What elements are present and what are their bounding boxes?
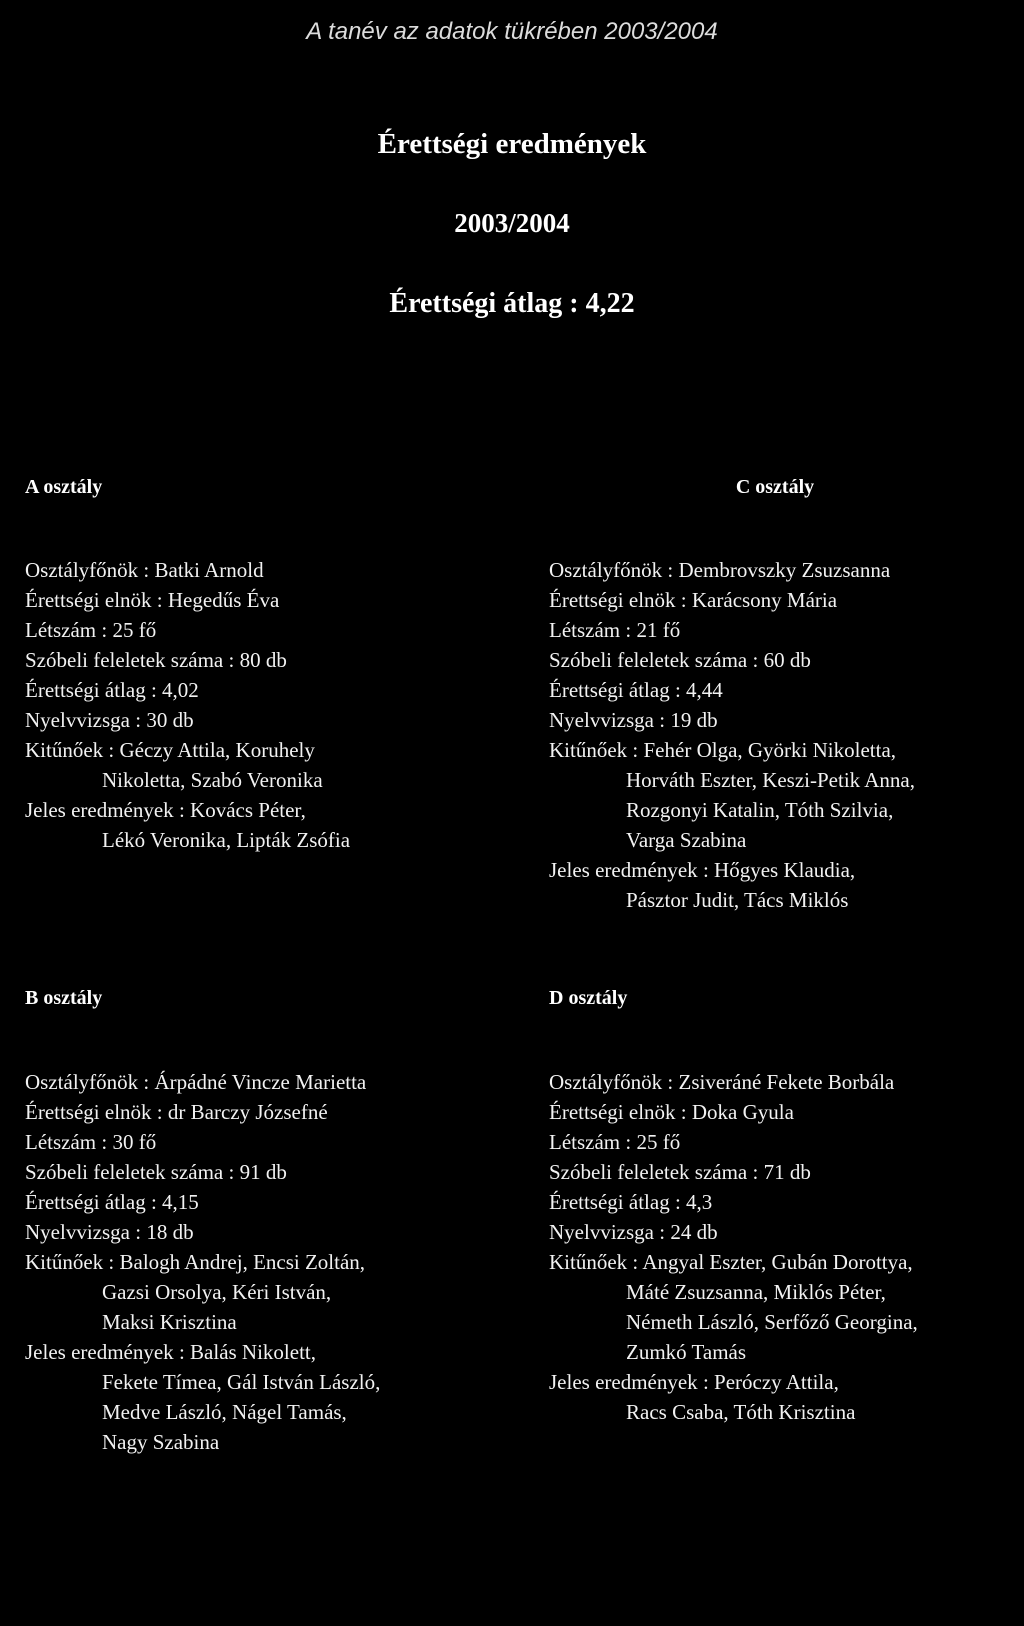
excellent-row: Kitűnőek : Fehér Olga, Györki Nikoletta, bbox=[549, 735, 1019, 765]
school-year: 2003/2004 bbox=[454, 208, 570, 238]
class-c-heading: C osztály bbox=[735, 476, 815, 498]
overall-average: Érettségi átlag : 4,22 bbox=[389, 288, 635, 319]
average-row: Érettségi átlag : 4,02 bbox=[25, 675, 495, 705]
language-exam-row: Nyelvvizsga : 18 db bbox=[25, 1217, 495, 1247]
distinguished-continuation: Fekete Tímea, Gál István László, bbox=[102, 1370, 381, 1394]
distinguished-row: Jeles eredmények : Hőgyes Klaudia, bbox=[549, 855, 1019, 885]
class-d-heading: D osztály bbox=[549, 987, 628, 1009]
distinguished-continuation: Racs Csaba, Tóth Krisztina bbox=[626, 1400, 856, 1424]
excellent-continuation: Gazsi Orsolya, Kéri István, bbox=[102, 1280, 332, 1304]
headcount-row: Létszám : 25 fő bbox=[25, 615, 495, 645]
class-b-details bbox=[25, 1067, 495, 1457]
page-title: Érettségi eredmények bbox=[377, 128, 647, 160]
excellent-continuation: Horváth Eszter, Keszi-Petik Anna, bbox=[626, 768, 915, 792]
excellent-row: Kitűnőek : Angyal Eszter, Gubán Dorottya, bbox=[549, 1247, 1019, 1277]
oral-answers-row: Szóbeli feleletek száma : 80 db bbox=[25, 645, 495, 675]
distinguished-row: Jeles eredmények : Kovács Péter, bbox=[25, 795, 495, 825]
head-teacher-row: Osztályfőnök : Dembrovszky Zsuzsanna bbox=[549, 555, 1019, 585]
excellent-row: Kitűnőek : Géczy Attila, Koruhely bbox=[25, 735, 495, 765]
distinguished-row: Jeles eredmények : Peróczy Attila, bbox=[549, 1367, 1019, 1397]
class-a-details bbox=[25, 555, 495, 855]
excellent-continuation: Nikoletta, Szabó Veronika bbox=[102, 768, 323, 792]
distinguished-row: Jeles eredmények : Balás Nikolett, bbox=[25, 1337, 495, 1367]
excellent-continuation: Rozgonyi Katalin, Tóth Szilvia, bbox=[626, 798, 894, 822]
headcount-row: Létszám : 30 fő bbox=[25, 1127, 495, 1157]
head-teacher-row: Osztályfőnök : Batki Arnold bbox=[25, 555, 495, 585]
chair-row: Érettségi elnök : dr Barczy Józsefné bbox=[25, 1097, 495, 1127]
distinguished-continuation: Pásztor Judit, Tács Miklós bbox=[626, 888, 849, 912]
distinguished-continuation: Medve László, Nágel Tamás, bbox=[102, 1400, 347, 1424]
language-exam-row: Nyelvvizsga : 30 db bbox=[25, 705, 495, 735]
excellent-row: Kitűnőek : Balogh Andrej, Encsi Zoltán, bbox=[25, 1247, 495, 1277]
head-teacher-row: Osztályfőnök : Árpádné Vincze Marietta bbox=[25, 1067, 495, 1097]
class-d-section bbox=[549, 983, 1019, 1427]
language-exam-row: Nyelvvizsga : 24 db bbox=[549, 1217, 1019, 1247]
chair-row: Érettségi elnök : Doka Gyula bbox=[549, 1097, 1019, 1127]
excellent-continuation: Máté Zsuzsanna, Miklós Péter, bbox=[626, 1280, 886, 1304]
class-b-heading: B osztály bbox=[25, 987, 103, 1009]
class-b-section bbox=[25, 983, 495, 1457]
running-header: A tanév az adatok tükrében 2003/2004 bbox=[306, 18, 718, 45]
headcount-row: Létszám : 25 fő bbox=[549, 1127, 1019, 1157]
oral-answers-row: Szóbeli feleletek száma : 91 db bbox=[25, 1157, 495, 1187]
excellent-continuation: Németh László, Serfőző Georgina, bbox=[626, 1310, 918, 1334]
class-c-details bbox=[549, 555, 1019, 915]
oral-answers-row: Szóbeli feleletek száma : 71 db bbox=[549, 1157, 1019, 1187]
average-row: Érettségi átlag : 4,15 bbox=[25, 1187, 495, 1217]
average-row: Érettségi átlag : 4,3 bbox=[549, 1187, 1019, 1217]
excellent-continuation: Zumkó Tamás bbox=[626, 1340, 747, 1364]
class-a-section bbox=[25, 472, 495, 855]
chair-row: Érettségi elnök : Hegedűs Éva bbox=[25, 585, 495, 615]
oral-answers-row: Szóbeli feleletek száma : 60 db bbox=[549, 645, 1019, 675]
excellent-continuation: Varga Szabina bbox=[626, 828, 747, 852]
headcount-row: Létszám : 21 fő bbox=[549, 615, 1019, 645]
class-d-details bbox=[549, 1067, 1019, 1427]
class-a-heading: A osztály bbox=[25, 476, 103, 498]
language-exam-row: Nyelvvizsga : 19 db bbox=[549, 705, 1019, 735]
class-c-section bbox=[549, 472, 1019, 915]
chair-row: Érettségi elnök : Karácsony Mária bbox=[549, 585, 1019, 615]
head-teacher-row: Osztályfőnök : Zsiveráné Fekete Borbála bbox=[549, 1067, 1019, 1097]
distinguished-continuation: Nagy Szabina bbox=[102, 1430, 220, 1454]
distinguished-continuation: Lékó Veronika, Lipták Zsófia bbox=[102, 828, 351, 852]
average-row: Érettségi átlag : 4,44 bbox=[549, 675, 1019, 705]
excellent-continuation: Maksi Krisztina bbox=[102, 1310, 237, 1334]
